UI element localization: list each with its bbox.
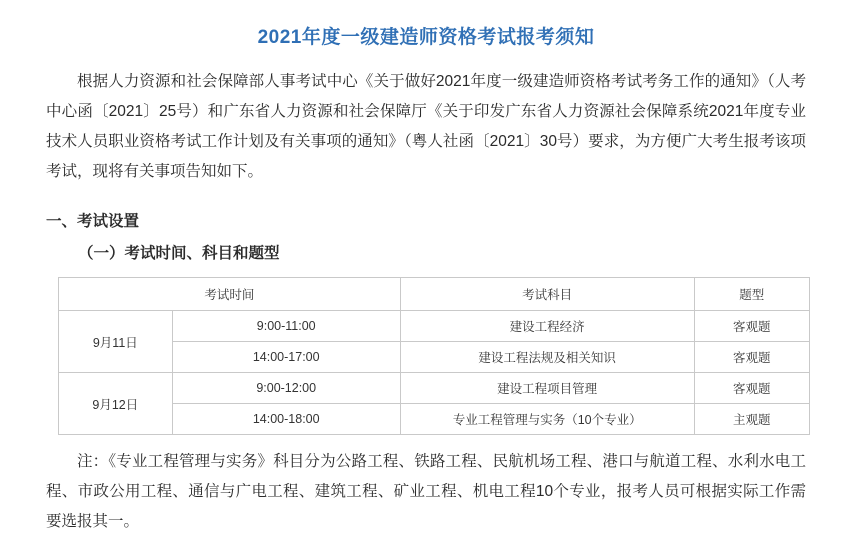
table-header-row <box>59 278 810 311</box>
table-cell-type: 客观题 <box>694 373 809 404</box>
table-cell-subject: 建设工程经济 <box>400 311 694 342</box>
table-cell-type: 客观题 <box>694 311 809 342</box>
table-header-subject: 考试科目 <box>400 278 694 311</box>
intro-paragraph: 根据人力资源和社会保障部人事考试中心《关于做好2021年度一级建造师资格考试考务工作的通知》（人考中心函〔2021〕25号）和广东省人力资源和社会保障厅《关于印发广东省人力资源社会保障系统2021年度专业技术人员职业资格考试工作计划及有关事项的通知》（粤人社函〔2021〕30号）要求，为方便广大考生报考该项考试，现将有关事项告知如下。 <box>46 73 806 180</box>
table-cell-subject: 专业工程管理与实务（10个专业） <box>400 404 694 435</box>
table-cell-subject: 建设工程项目管理 <box>400 373 694 404</box>
table-row <box>59 311 810 342</box>
table-row <box>59 373 810 404</box>
table-cell-date: 9月11日 <box>59 311 173 373</box>
table-cell-subject: 建设工程法规及相关知识 <box>400 342 694 373</box>
table-header <box>59 278 810 311</box>
section-heading-exam-setup: 一、考试设置 <box>46 213 140 230</box>
table-header-type: 题型 <box>694 278 809 311</box>
exam-schedule-table <box>58 277 810 435</box>
table-note: 注：《专业工程管理与实务》科目分为公路工程、铁路工程、民航机场工程、港口与航道工程、水利水电工程、市政公用工程、通信与广电工程、建筑工程、矿业工程、机电工程10个专业，报考人员可根据实际工作需要选报其一。 <box>46 453 806 530</box>
table-cell-time: 9:00-11:00 <box>172 311 400 342</box>
table-cell-type: 主观题 <box>694 404 809 435</box>
table-body <box>59 311 810 435</box>
table-header-time: 考试时间 <box>59 278 401 311</box>
table-cell-time: 14:00-18:00 <box>172 404 400 435</box>
sub-heading-time-subject-type: （一）考试时间、科目和题型 <box>78 245 280 262</box>
page-title: 2021年度一级建造师资格考试报考须知 <box>257 27 595 48</box>
table-cell-date: 9月12日 <box>59 373 173 435</box>
table-cell-time: 14:00-17:00 <box>172 342 400 373</box>
table-cell-time: 9:00-12:00 <box>172 373 400 404</box>
table-cell-type: 客观题 <box>694 342 809 373</box>
